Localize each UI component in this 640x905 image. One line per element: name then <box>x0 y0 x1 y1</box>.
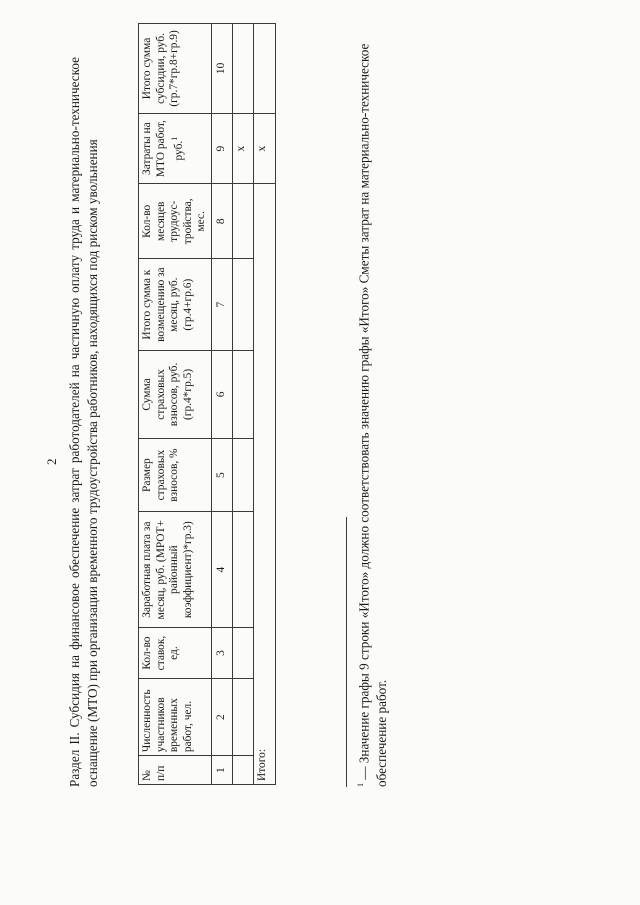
column-number: 3 <box>211 627 232 678</box>
header-cell: Численность участников временных работ, чел. <box>139 679 212 756</box>
footnote-marker: 1 <box>356 783 365 787</box>
column-number: 8 <box>211 184 232 259</box>
footnote-divider <box>346 517 347 787</box>
page-number: 2 <box>44 458 59 465</box>
table-cell <box>232 679 253 756</box>
header-cell: Кол-во месяцев трудоус-тройства, мес. <box>139 184 212 259</box>
section-title: Раздел II. Субсидия на финансовое обеспечение затрат работодателей на частичную оплату труда и материально-техническое оснащение (МТО) при организации временного трудоустройства работников, находящихся под риском увольнения <box>67 57 100 787</box>
header-cell: Размер страховых взносов, % <box>139 438 212 512</box>
column-number: 5 <box>211 438 232 512</box>
total-label: Итого: <box>253 184 275 785</box>
footnote <box>352 27 391 787</box>
table-header-row <box>139 24 212 785</box>
header-cell: № п/п <box>139 756 212 785</box>
column-number-row <box>211 24 232 785</box>
header-cell-text: Затраты на МТО работ, руб. <box>141 120 185 178</box>
column-number: 10 <box>211 24 232 114</box>
table-cell <box>232 627 253 678</box>
table-cell <box>232 259 253 351</box>
column-number: 2 <box>211 679 232 756</box>
column-number: 9 <box>211 113 232 184</box>
table-cell <box>232 24 253 114</box>
subsidy-table <box>138 23 276 785</box>
header-cell: Кол-во ставок, ед. <box>139 627 212 678</box>
header-cell: Итого сумма к возмещению за месяц, руб. (гр.4+гр.6) <box>139 259 212 351</box>
table-cell <box>232 756 253 785</box>
total-mto-cell: х <box>253 113 275 184</box>
column-number: 4 <box>211 512 232 627</box>
header-cell <box>139 113 212 184</box>
table-cell <box>232 184 253 259</box>
column-number: 7 <box>211 259 232 351</box>
table-cell: х <box>232 113 253 184</box>
header-cell: Заработная плата за месяц, руб. (МРОТ+ районный коэффициент)*гр.3) <box>139 512 212 627</box>
table-row <box>232 24 253 785</box>
table-cell <box>232 351 253 439</box>
table-cell <box>232 512 253 627</box>
total-subsidy-cell <box>253 24 275 114</box>
header-cell: Сумма страховых взносов, руб. (гр.4*гр.5) <box>139 351 212 439</box>
table-cell <box>232 438 253 512</box>
total-row <box>253 24 275 785</box>
footnote-marker: 1 <box>170 136 179 141</box>
column-number: 6 <box>211 351 232 439</box>
footnote-text: — Значение графы 9 строки «Итого» должно соответствовать значению графы «Итого» Сметы затрат на материально-техническое обеспечение работ. <box>356 43 390 787</box>
header-cell: Итого сумма субсидии, руб. (гр.7*гр.8+гр.9) <box>139 24 212 114</box>
column-number: 1 <box>211 756 232 785</box>
